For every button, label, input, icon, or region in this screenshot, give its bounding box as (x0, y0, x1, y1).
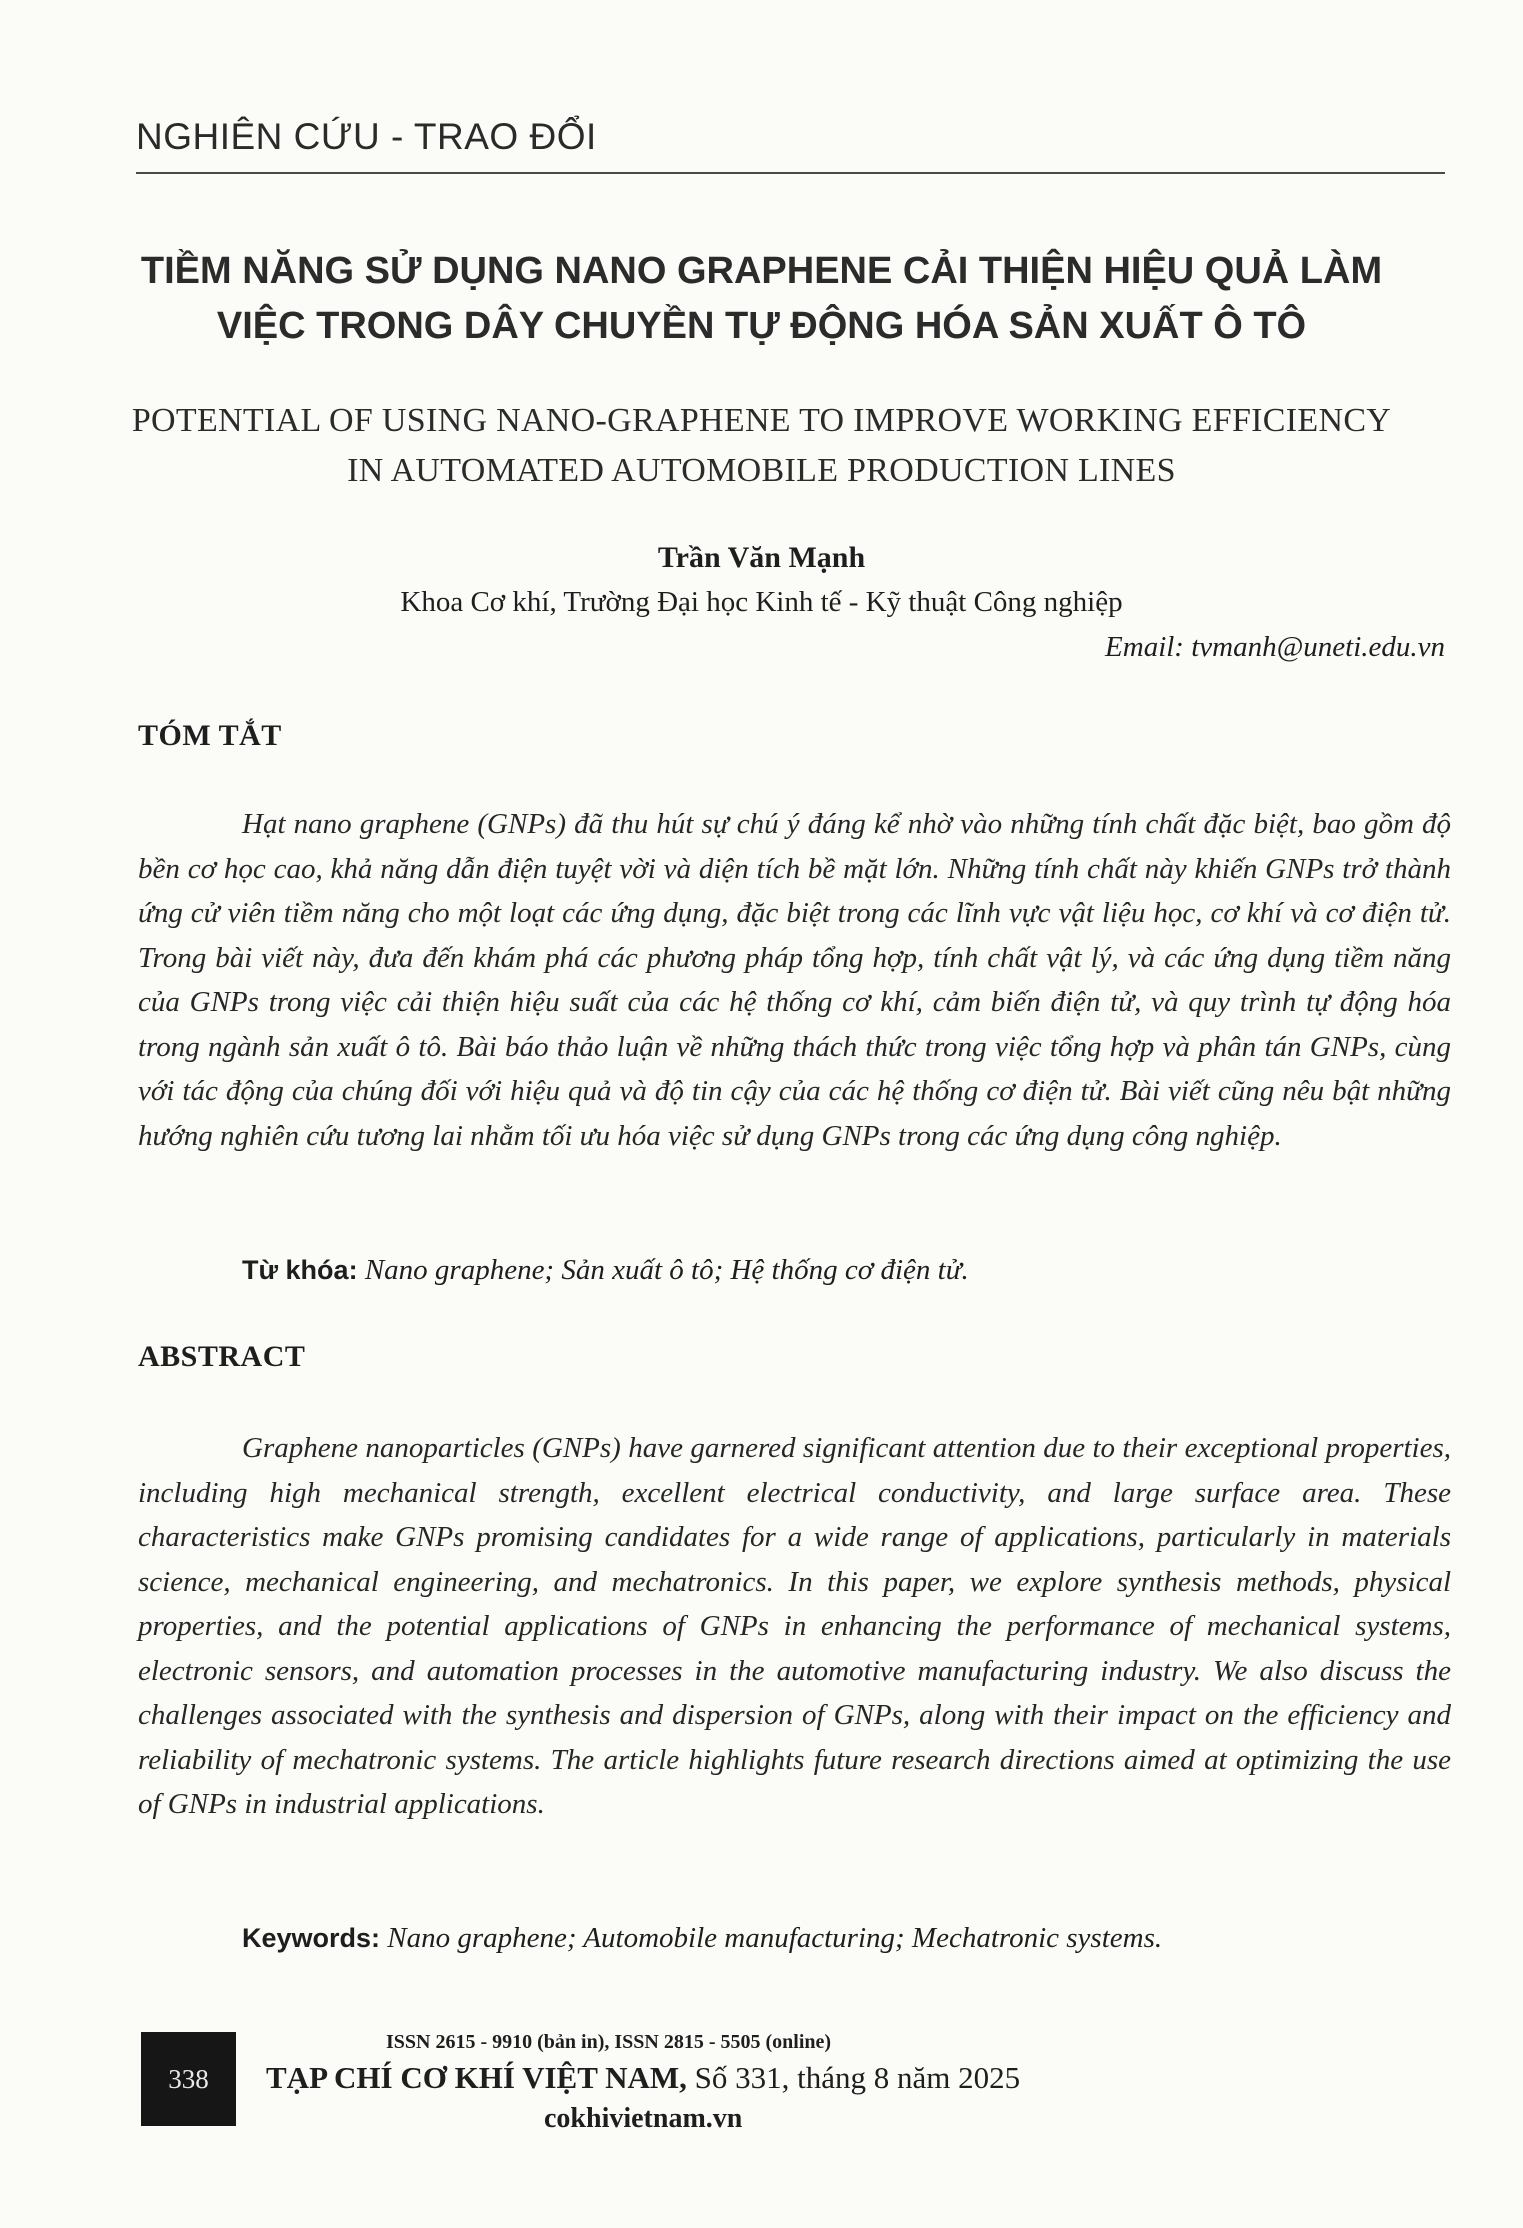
article-title-vietnamese: TIỀM NĂNG SỬ DỤNG NANO GRAPHENE CẢI THIỆN HIỆU QUẢ LÀM VIỆC TRONG DÂY CHUYỀN TỰ ĐỘNG HÓA SẢN XUẤT Ô TÔ (140, 250, 1383, 347)
abstract-paragraph: Graphene nanoparticles (GNPs) have garnered significant attention due to their exceptional properties, including high mechanical strength, excellent electrical conductivity, and large surface area. These characteristics make GNPs promising candidates for a wide range of applications, particularly in materials science, mechanical engineering, and mechatronics. In this paper, we explore synthesis methods, physical properties, and the potential applications of GNPs in enhancing the performance of mechanical systems, electronic sensors, and automation processes in the automotive manufacturing industry. We also discuss the challenges associated with the synthesis and dispersion of GNPs, along with their impact on the efficiency and reliability of mechatronic systems. The article highlights future research directions aimed at optimizing the use of GNPs in industrial applications. (138, 1432, 1451, 1820)
journal-name: TẠP CHÍ CƠ KHÍ VIỆT NAM, (266, 2060, 687, 2095)
keywords-vietnamese (242, 1250, 969, 1290)
keywords-label: Keywords: (242, 1923, 381, 1953)
author-email: Email: tvmanh@uneti.edu.vn (1105, 631, 1445, 663)
page-number: 338 (141, 2032, 236, 2126)
issn-line: ISSN 2615 - 9910 (bản in), ISSN 2815 - 5505 (online) (386, 2031, 832, 2053)
journal-line (266, 2058, 1020, 2098)
abstract-heading: ABSTRACT (138, 1340, 306, 1373)
keywords-text: Nano graphene; Automobile manufacturing; Mechatronic systems. (387, 1922, 1163, 1954)
article-title-english: POTENTIAL OF USING NANO-GRAPHENE TO IMPROVE WORKING EFFICIENCY IN AUTOMATED AUTOMOBILE PRODUCTION LINES (131, 402, 1392, 489)
summary-heading: TÓM TẮT (138, 719, 282, 752)
journal-website: cokhivietnam.vn (544, 2103, 743, 2134)
author-name: Trần Văn Mạnh (657, 541, 866, 574)
section-label: NGHIÊN CỨU - TRAO ĐỔI (136, 116, 597, 157)
keywords-label: Từ khóa: (242, 1255, 358, 1285)
journal-issue: Số 331, tháng 8 năm 2025 (686, 2060, 1021, 2095)
header-divider (136, 172, 1445, 174)
author-affiliation: Khoa Cơ khí, Trường Đại học Kinh tế - Kỹ thuật Công nghiệp (400, 586, 1123, 618)
keywords-english (242, 1918, 1162, 1958)
keywords-text: Nano graphene; Sản xuất ô tô; Hệ thống cơ điện tử. (364, 1254, 969, 1286)
summary-paragraph: Hạt nano graphene (GNPs) đã thu hút sự chú ý đáng kể nhờ vào những tính chất đặc biệt, bao gồm độ bền cơ học cao, khả năng dẫn điện tuyệt vời và diện tích bề mặt lớn. Những tính chất này khiến GNPs trở thành ứng cử viên tiềm năng cho một loạt các ứng dụng, đặc biệt trong các lĩnh vực vật liệu học, cơ khí và cơ điện tử. Trong bài viết này, đưa đến khám phá các phương pháp tổng hợp, tính chất vật lý, và các ứng dụng tiềm năng của GNPs trong việc cải thiện hiệu suất của các hệ thống cơ khí, cảm biến điện tử, và quy trình tự động hóa trong ngành sản xuất ô tô. Bài báo thảo luận về những thách thức trong việc tổng hợp và phân tán GNPs, cùng với tác động của chúng đối với hiệu quả và độ tin cậy của các hệ thống cơ điện tử. Bài viết cũng nêu bật những hướng nghiên cứu tương lai nhằm tối ưu hóa việc sử dụng GNPs trong các ứng dụng công nghiệp. (138, 808, 1451, 1152)
